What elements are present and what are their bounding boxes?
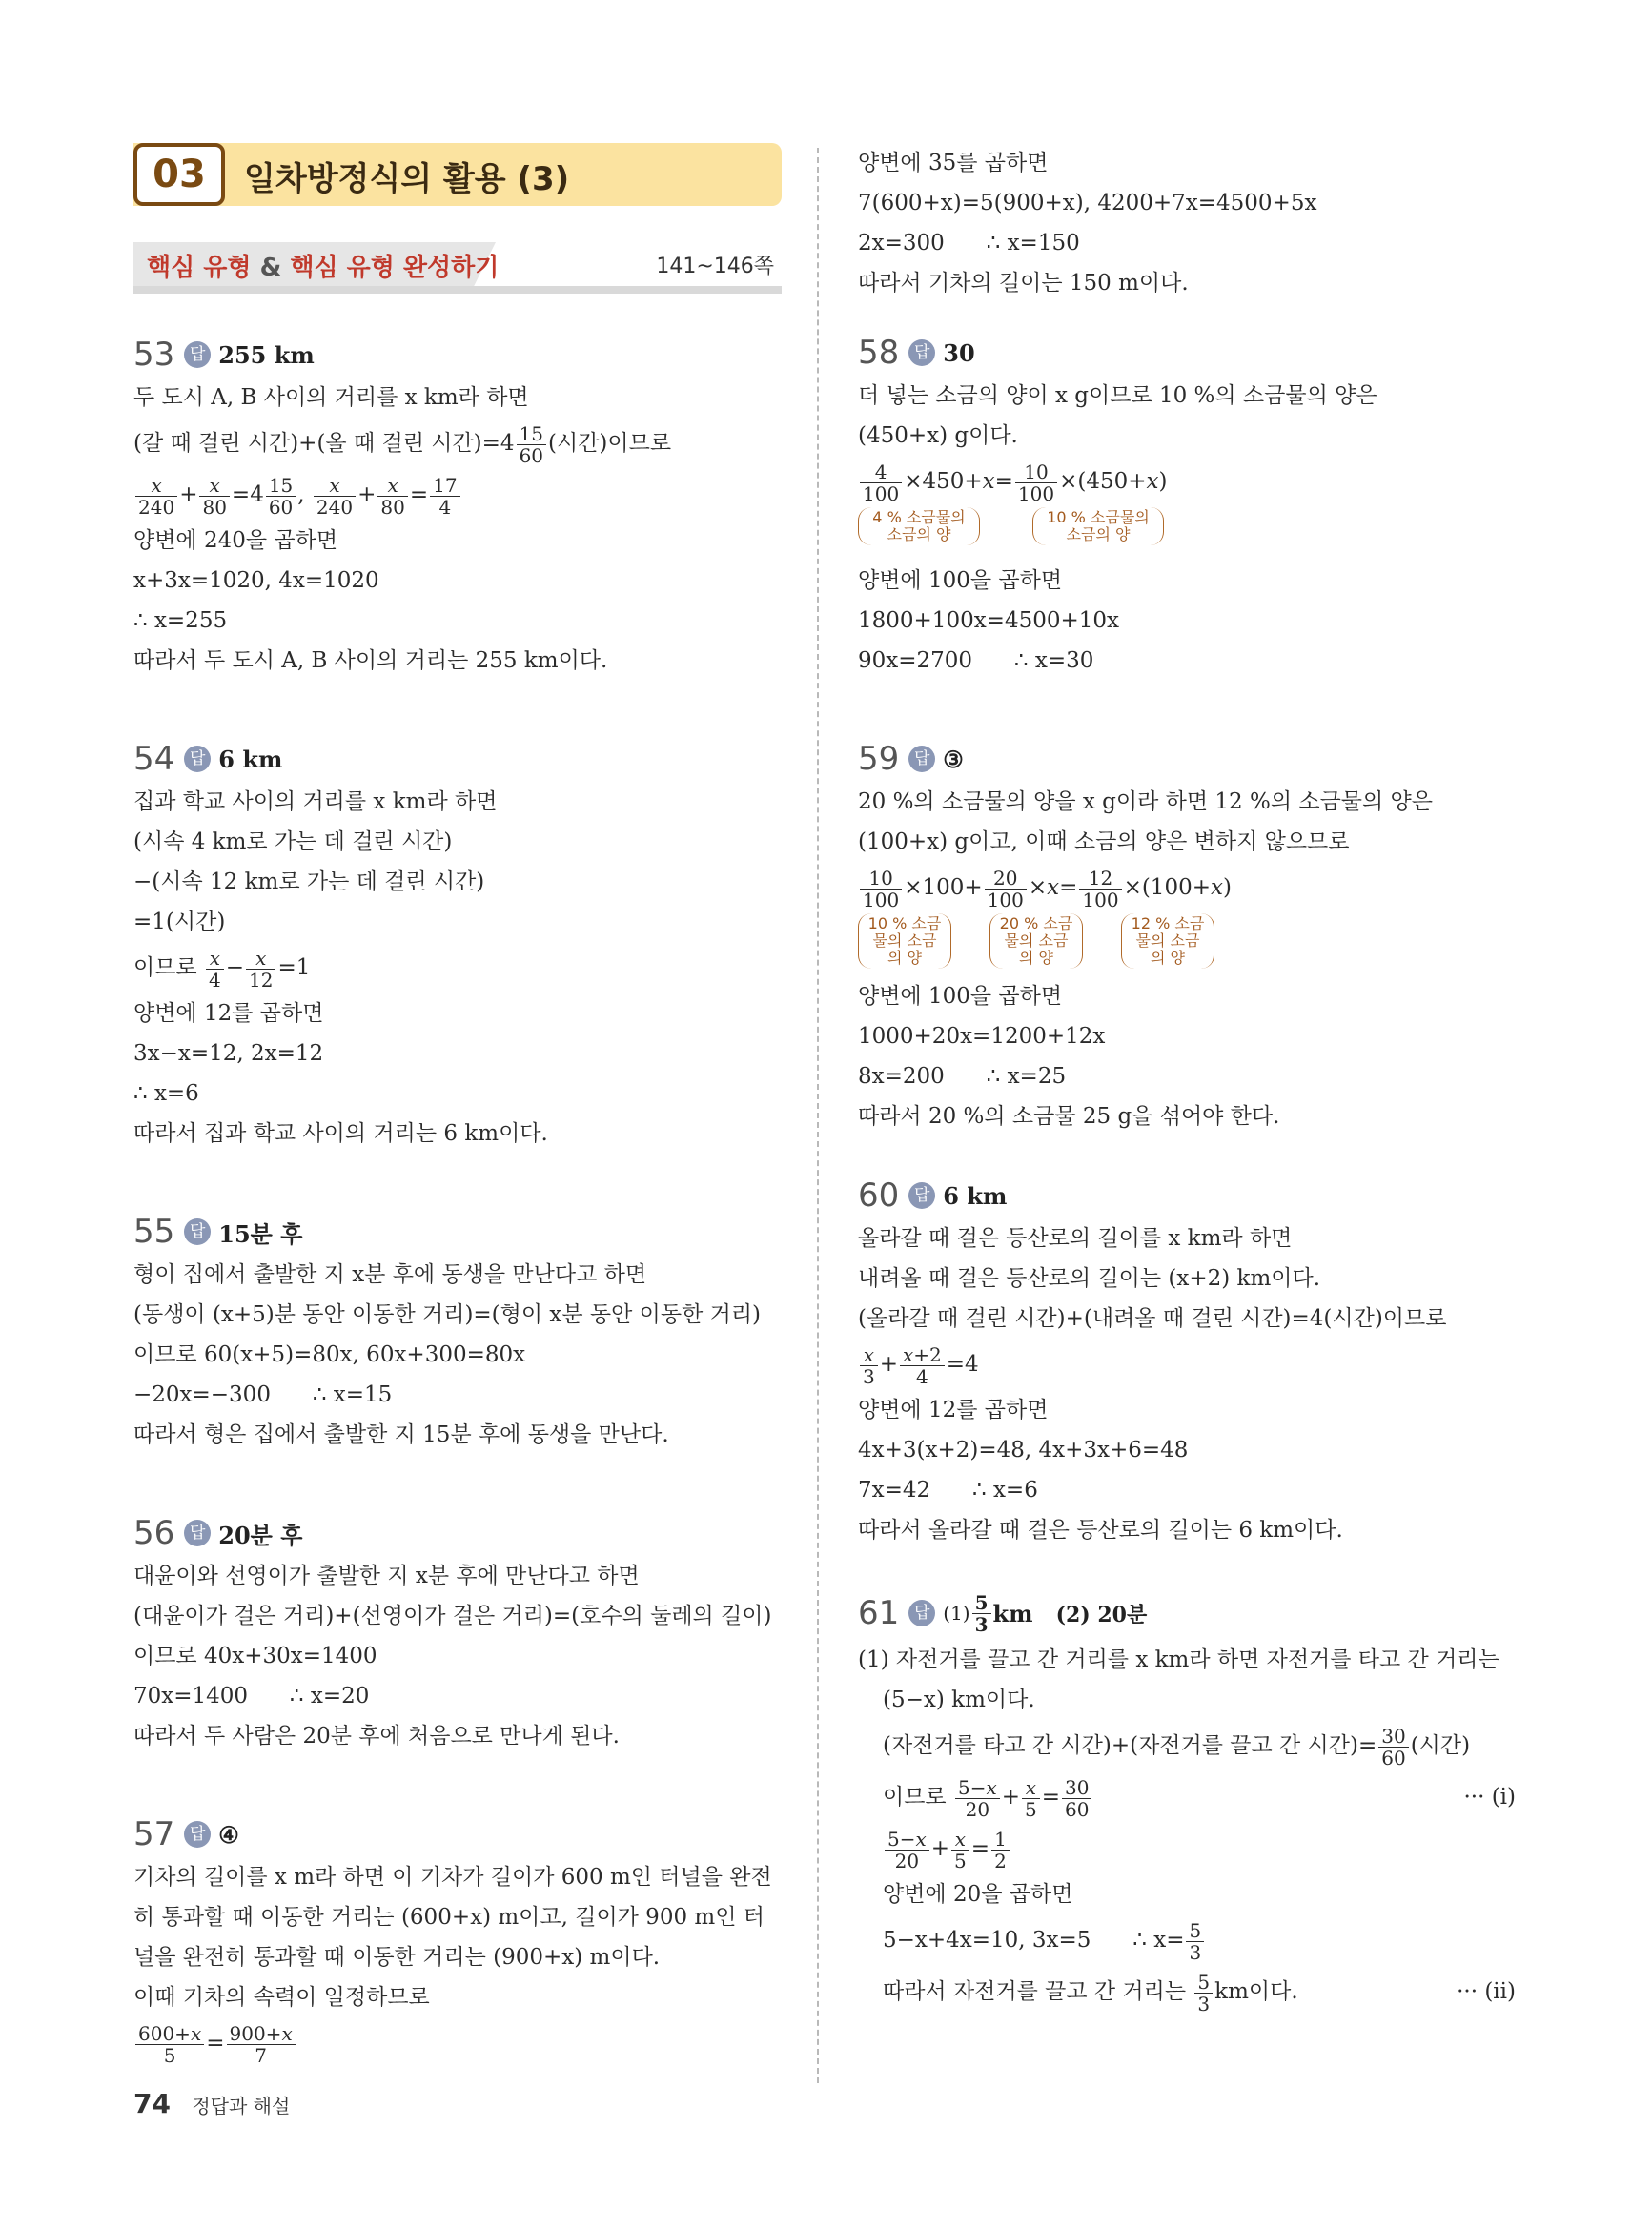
answer: 15분 후 (218, 1219, 303, 1248)
problem-number: 59 (858, 740, 900, 778)
problem-55: 55 답 15분 후 형이 집에서 출발한 지 x분 후에 동생을 만난다고 하면 (동생이 (x+5)분 동안 이동한 거리)=(형이 x분 동안 이동한 거리) 이므로 60(x+5)=80x, 60x+300=80x −20x=−300 ∴ x=15 따라서 형은 집에서 출발한 지 15분 후에 동생을 만난다. (133, 1213, 762, 1447)
answer-icon: 답 (184, 746, 211, 772)
answer-icon: 답 (908, 1182, 935, 1209)
answer-icon: 답 (908, 746, 935, 772)
problem-59: 59 답 ③ 20 %의 소금물의 양을 x g이라 하면 12 %의 소금물의 양은 (100+x) g이고, 이때 소금의 양은 변하지 않으므로 $\frac{10}{100}$ ×100+ $\frac{20}{100}$ ×x= $\frac{12}{100}$ ×(100+x) 10 % 소금물의 소금의 양 20 % 소금물의 소금의 양 12 % 소금물의 소금의 양 양변에 100을 곱하면 1000+20x=1200+12x 8x=200 ∴ x=25 따라서 20 %의 소금물 25 g을 섞어야 한다. (858, 736, 1516, 1136)
sub-header-title: 핵심 유형 & 핵심 유형 완성하기 (147, 254, 500, 282)
page-number: 74 (133, 2088, 171, 2119)
problem-60: 60 답 6 km 올라갈 때 걸은 등산로의 길이를 x km라 하면 내려올 때 걸은 등산로의 길이는 (x+2) km이다. (올라갈 때 걸린 시간)+(내려올 때 걸린 시간)=4(시간)이므로 $\frac{x}{3}$ + $\frac{x+2}{4}$ =4 양변에 12를 곱하면 4x+3(x+2)=48, 4x+3x+6=48 7x=42 ∴ x=6 따라서 올라갈 때 걸은 등산로의 길이는 6 km이다. (858, 1173, 1516, 1550)
page-footer (133, 2088, 290, 2119)
problem-number: 56 (133, 1514, 175, 1552)
answer: ④ (218, 1820, 239, 1849)
answer: 6 km (218, 745, 283, 773)
right-column: 양변에 35를 곱하면 7(600+x)=5(900+x), 4200+7x=4500+5x 2x=300 ∴ x=150 따라서 기차의 길이는 150 m이다. 58 답 30 더 넣는 소금의 양이 x g이므로 10 %의 소금물의 양은 (450+x) g이다. $\frac{4}{100}$ ×450+x= $\frac{10}{100}$ ×(450+x) 4 % 소금물의 소금의 양 10 % 소금물의 소금의 양 양변에 100을 곱하면 1800+100x=4500+10x 90x=2700 ∴ x=30 59 답 ③ 20 %의 소금물의 양을 x g이라 하면 12 %의 소금물의 양은 (100+x) g이고, 이때 소금의 양은 변하지 않으므로 $\frac{10}{100}$ ×100+ $\frac{20}{100}$ ×x= $\frac{12}{100}$ ×(100+x) 10 % 소금물의 소금의 양 20 % 소금물의 소금의 양 12 % 소금물의 소금의 양 양변에 100을 곱하면 1000+20x=1200+12x 8x=200 ∴ x=25 따라서 20 %의 소금물 25 g을 섞어야 한다. 60 답 6 km 올라갈 때 걸은 등산로의 길이를 x km라 하면 내려올 때 걸은 등산로의 길이는 (x+2) km이다. (올라갈 때 걸린 시간)+(내려올 때 걸린 시간)=4(시간)이므로 $\frac{x}{3}$ + $\frac{x+2}{4}$ =4 양변에 12를 곱하면 4x+3(x+2)=48, 4x+3x+6=48 7x=42 ∴ x=6 따라서 올라갈 때 걸은 등산로의 길이는 6 km이다. 61 답 (1) $\frac{5}{3}$ km (2) 20분 (1) 자전거를 끌고 간 거리를 x km라 하면 자전거를 타고 간 거리는 (5−x) km이다. (자전거를 타고 간 시간)+(자전거를 끌고 간 시간)= $\frac{30}{60}$ (시간) 이므로 $\frac{5-x}{20}$ + $\frac{x}{5}$ = $\frac{30}{60}$ ··· (i) $\frac{5-x}{20}$ + $\frac{x}{5}$ = $\frac{1}{2}$ 양변에 20을 곱하면 5−x+4x=10, 3x=5 ∴ x= $\frac{5}{3}$ 따라서 자전거를 끌고 간 거리는 $\frac{5}{3}$ km이다. ··· (ii) (858, 143, 1516, 2017)
answer: 20분 후 (218, 1521, 303, 1549)
section-number: 03 (133, 143, 225, 206)
problem-number: 58 (858, 334, 900, 372)
annotation: 10 % 소금물의 소금의 양 (1032, 507, 1164, 545)
page-range: 141~146쪽 (656, 255, 774, 278)
answer-icon: 답 (908, 1600, 935, 1626)
problem-58: 58 답 30 더 넣는 소금의 양이 x g이므로 10 %의 소금물의 양은 (450+x) g이다. $\frac{4}{100}$ ×450+x= $\frac{10}{100}$ ×(450+x) 4 % 소금물의 소금의 양 10 % 소금물의 소금의 양 양변에 100을 곱하면 1800+100x=4500+10x 90x=2700 ∴ x=30 (858, 330, 1516, 681)
answer: 6 km (943, 1181, 1008, 1210)
problem-61: 61 답 (1) $\frac{5}{3}$ km (2) 20분 (1) 자전거를 끌고 간 거리를 x km라 하면 자전거를 타고 간 거리는 (5−x) km이다. (자전거를 타고 간 시간)+(자전거를 끌고 간 시간)= $\frac{30}{60}$ (시간) 이므로 $\frac{5-x}{20}$ + $\frac{x}{5}$ = $\frac{30}{60}$ ··· (i) $\frac{5-x}{20}$ + $\frac{x}{5}$ = $\frac{1}{2}$ 양변에 20을 곱하면 5−x+4x=10, 3x=5 ∴ x= $\frac{5}{3}$ 따라서 자전거를 끌고 간 거리는 $\frac{5}{3}$ km이다. ··· (ii) (858, 1586, 1516, 2017)
problem-56: 56 답 20분 후 대윤이와 선영이가 출발한 지 x분 후에 만난다고 하면 (대윤이가 걸은 거리)+(선영이가 걸은 거리)=(호수의 둘레의 길이) 이므로 40x+30x=1400 70x=1400 ∴ x=20 따라서 두 사람은 20분 후에 처음으로 만나게 된다. (133, 1514, 772, 1749)
equation: $\frac{4}{100}$ ×450+x= $\frac{10}{100}$ ×(450+x) (858, 456, 1516, 507)
problem-number: 57 (133, 1815, 175, 1853)
problem-number: 55 (133, 1213, 175, 1251)
problem-54: 54 답 6 km 집과 학교 사이의 거리를 x km라 하면 (시속 4 km로 가는 데 걸린 시간) −(시속 12 km로 가는 데 걸린 시간) =1(시간) 이므로 $\frac{x}{4}$ − $\frac{x}{12}$ =1 양변에 12를 곱하면 3x−x=12, 2x=12 ∴ x=6 따라서 집과 학교 사이의 거리는 6 km이다. (133, 740, 548, 1146)
column-divider (817, 148, 819, 2083)
answer-icon: 답 (184, 1218, 211, 1245)
answer-icon: 답 (908, 339, 935, 366)
answer: 255 km (218, 340, 315, 369)
answer-icon: 답 (184, 341, 211, 368)
problem-57: 57 답 ④ 기차의 길이를 x m라 하면 이 기차가 길이가 600 m인 터널을 완전 히 통과할 때 이동한 거리는 (600+x) m이고, 길이가 900 m인 터 널을 완전히 통과할 때 이동한 거리는 (900+x) m이다. 이때 기차의 속력이 일정하므로 $\frac{600+x}{5}$ = $\frac{900+x}{7}$ (133, 1811, 782, 2069)
step-tag: ··· (ii) (1457, 1979, 1516, 2004)
section-header (133, 143, 782, 206)
equation: $\frac{x}{240}$ + $\frac{x}{80}$ =4 $\frac{15}{60}$ , $\frac{x}{240}$ + $\frac{x}{80}$ = $\frac{17}{4}$ (133, 469, 782, 521)
annotation: 12 % 소금물의 소금의 양 (1121, 913, 1214, 969)
step-tag: ··· (i) (1463, 1785, 1516, 1810)
answer-icon: 답 (184, 1520, 211, 1546)
equation: $\frac{x}{3}$ + $\frac{x+2}{4}$ =4 (858, 1339, 1516, 1390)
answer: ③ (943, 745, 964, 773)
problem-number: 60 (858, 1176, 900, 1215)
answer: 30 (943, 338, 975, 367)
equation: $\frac{10}{100}$ ×100+ $\frac{20}{100}$ ×x= $\frac{12}{100}$ ×(100+x) (858, 862, 1516, 913)
annotation: 20 % 소금물의 소금의 양 (989, 913, 1083, 969)
problem-53: 53 답 255 km 두 도시 A, B 사이의 거리를 x km라 하면 (갈 때 걸린 시간)+(올 때 걸린 시간)=4 $\frac{15}{60}$ (시간)이므로 $\frac{x}{240}$ + $\frac{x}{80}$ =4 $\frac{15}{60}$ , $\frac{x}{240}$ + $\frac{x}{80}$ = $\frac{17}{4}$ 양변에 240을 곱하면 x+3x=1020, 4x=1020 ∴ x=255 따라서 두 도시 A, B 사이의 거리는 255 km이다. (133, 332, 782, 681)
equation: $\frac{600+x}{5}$ = $\frac{900+x}{7}$ (133, 2017, 782, 2069)
footer-label: 정답과 해설 (192, 2095, 291, 2117)
section-title: 일차방정식의 활용 (3) (244, 160, 570, 198)
annotation: 4 % 소금물의 소금의 양 (858, 507, 980, 545)
answer-icon: 답 (184, 1821, 211, 1848)
problem-number: 53 (133, 336, 175, 374)
problem-number: 61 (858, 1594, 900, 1632)
problem-number: 54 (133, 740, 175, 778)
annotation: 10 % 소금물의 소금의 양 (858, 913, 951, 969)
left-column (133, 143, 782, 2069)
sub-header (133, 242, 782, 294)
equation: $\frac{5-x}{20}$ + $\frac{x}{5}$ = $\frac{1}{2}$ (858, 1823, 1516, 1874)
